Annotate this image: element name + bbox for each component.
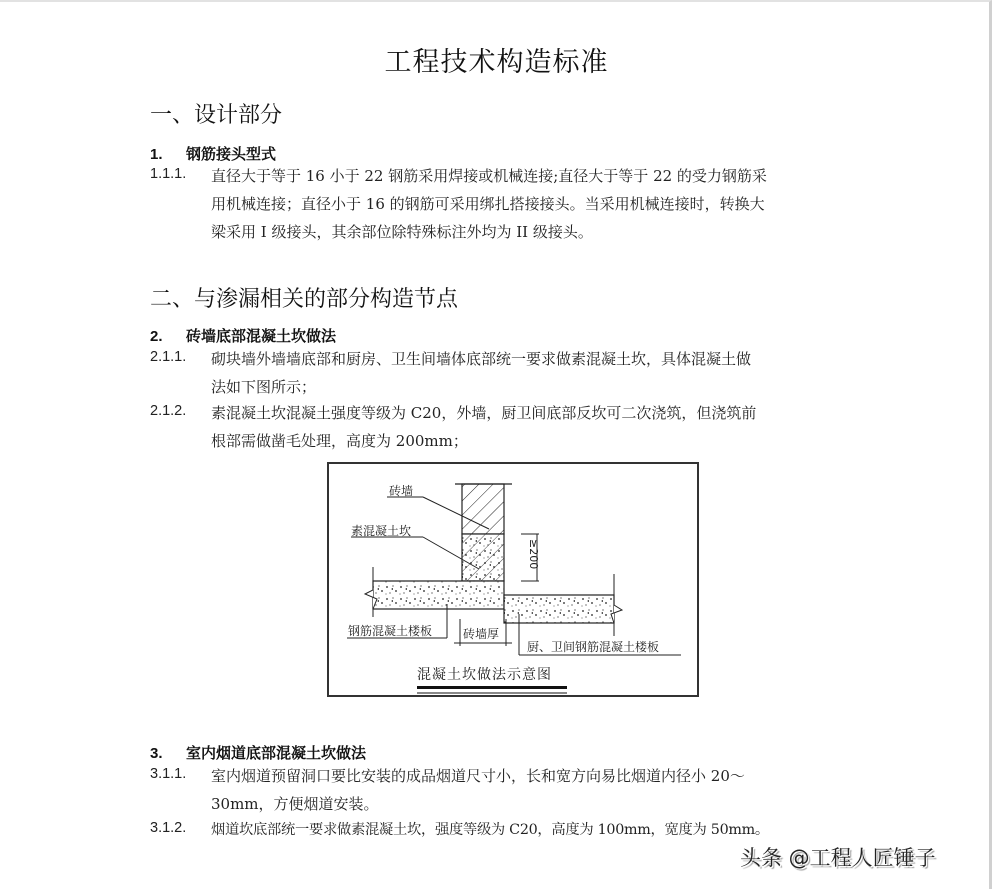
- subsection-heading-brick-wall-curb: [150, 325, 336, 346]
- paragraph-text: [211, 816, 845, 844]
- text-line: 根部需做凿毛处理，高度为 200mm；: [211, 432, 468, 450]
- paragraph-number: 3.1.1.: [150, 766, 187, 782]
- text-line: 烟道坎底部统一要求做素混凝土坎，强度等级为 C20，高度为 100mm，宽度为 50mm。: [211, 822, 769, 838]
- subsection-title: 砖墙底部混凝土坎做法: [186, 327, 337, 345]
- curb-detail-figure: [327, 462, 699, 697]
- section-heading-design: 一、设计部分: [150, 103, 283, 128]
- paragraph-number: 2.1.2.: [150, 403, 187, 419]
- text-line: 用机械连接；直径小于 16 的钢筋可采用绑扎搭接接头。当采用机械连接时，转换大: [211, 195, 765, 213]
- text-line: 砌块墙外墙墙底部和厨房、卫生间墙体底部统一要求做素混凝土坎，具体混凝土做: [211, 350, 752, 368]
- paragraph-number: 3.1.2.: [150, 820, 187, 836]
- label-plain-concrete-curb: 素混凝土坎: [351, 524, 412, 538]
- label-brick-wall: 砖墙: [389, 484, 414, 498]
- paragraph-text: [211, 345, 845, 401]
- subsection-title: 室内烟道底部混凝土坎做法: [186, 744, 367, 762]
- subsection-heading-rebar-joints: [150, 143, 276, 164]
- text-line: 室内烟道预留洞口要比安装的成品烟道尺寸小，长和宽方向易比烟道内径小 20～: [211, 767, 745, 785]
- label-kitchen-bath-slab: 厨、卫间钢筋混凝土楼板: [527, 640, 660, 654]
- text-line: 素混凝土坎混凝土强度等级为 C20，外墙，厨卫间底部反坎可二次浇筑，但浇筑前: [211, 404, 757, 422]
- subsection-number: 1.: [150, 146, 163, 163]
- subsection-title: 钢筋接头型式: [186, 145, 277, 163]
- subsection-number: 3.: [150, 745, 163, 762]
- section-heading-leakage-nodes: 二、与渗漏相关的部分构造节点: [150, 287, 459, 312]
- text-line: 梁采用 I 级接头，其余部位除特殊标注外均为 II 级接头。: [211, 223, 593, 241]
- document-title: 工程技术构造标准: [384, 47, 609, 78]
- paragraph-number: 2.1.1.: [150, 349, 187, 365]
- figure-caption: 混凝土坎做法示意图: [417, 667, 552, 683]
- paragraph-text: [211, 399, 845, 455]
- subsection-number: 2.: [150, 328, 163, 345]
- paragraph-text: [211, 762, 845, 818]
- label-rc-floor-slab: 钢筋混凝土楼板: [348, 624, 433, 638]
- subsection-heading-flue-curb: [150, 742, 366, 763]
- text-line: 法如下图所示；: [211, 378, 317, 396]
- watermark: 头条 @工程人匠锤子: [740, 846, 936, 870]
- label-wall-thickness: 砖墙厚: [463, 627, 500, 641]
- paragraph-number: 1.1.1.: [150, 166, 187, 182]
- paragraph-text: [211, 162, 845, 246]
- label-height-dimension: ≥200: [527, 539, 540, 570]
- text-line: 30mm，方便烟道安装。: [211, 795, 379, 813]
- text-line: 直径大于等于 16 小于 22 钢筋采用焊接或机械连接;直径大于等于 22 的受力钢筋采: [211, 167, 767, 185]
